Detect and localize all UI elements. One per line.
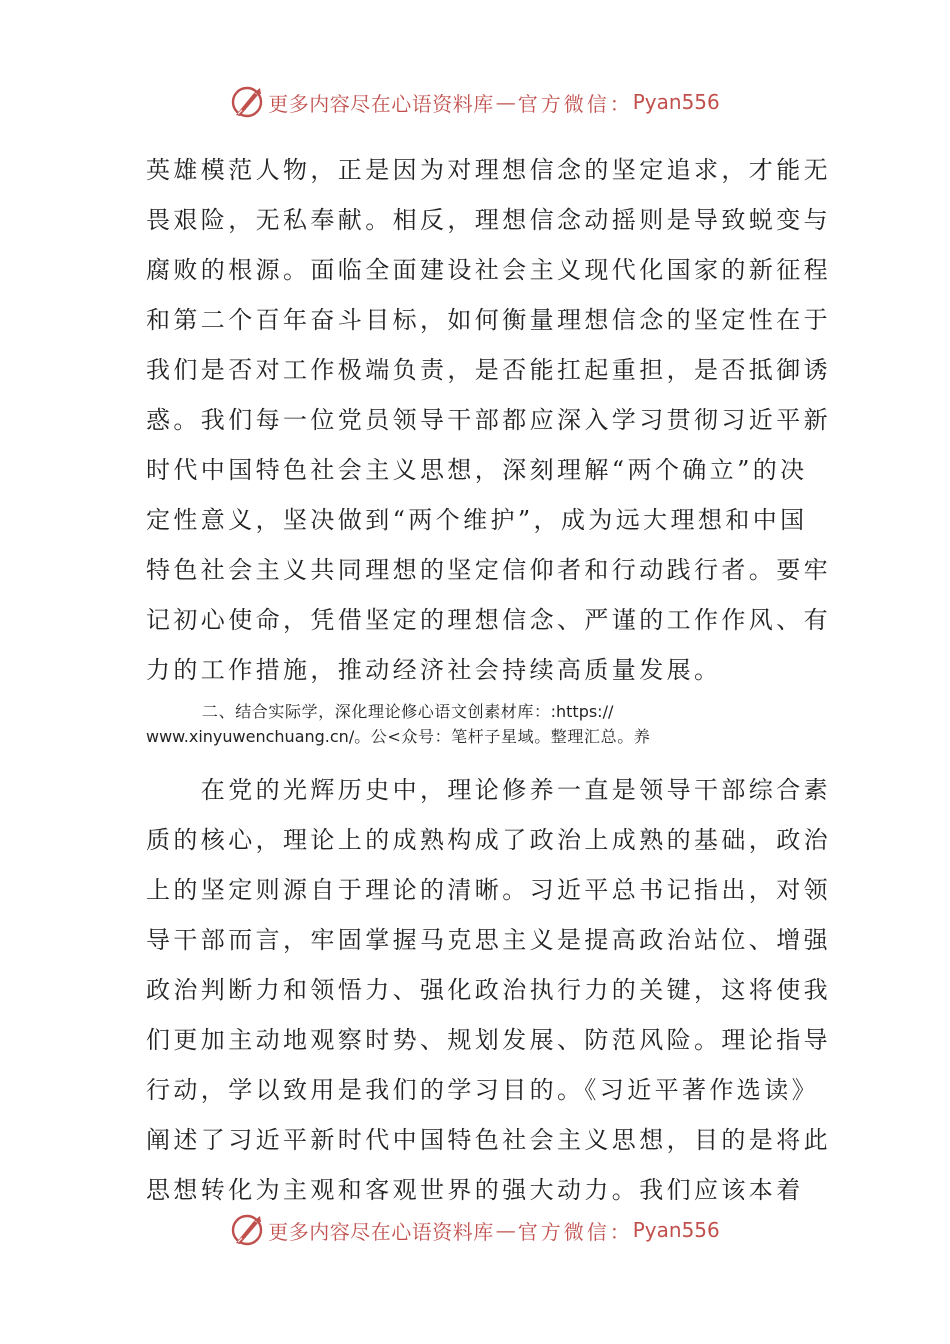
- banner-separator: —: [495, 1218, 516, 1242]
- footer-banner: [0, 1210, 950, 1250]
- banner-separator: —: [495, 90, 516, 114]
- section-heading-tail: 。公<众号：笔杆子星域。整理汇总。养: [354, 727, 651, 746]
- text-line: 上的坚定则源自于理论的清晰。习近平总书记指出，对领: [146, 876, 831, 904]
- banner-text: 更多内容尽在心语资料库: [268, 1219, 494, 1244]
- text-line: 行动，学以致用是我们的学习目的。《习近平著作选读》: [146, 1076, 819, 1104]
- text-line: 和第二个百年奋斗目标，如何衡量理想信念的坚定性在于: [146, 306, 831, 334]
- source-url-part1: :https://: [550, 702, 614, 721]
- banner-text: 更多内容尽在心语资料库: [268, 91, 494, 116]
- text-line: 定性意义，坚决做到“两个维护”，成为远大理想和中国: [146, 506, 808, 534]
- text-line: 政治判断力和领悟力、强化政治执行力的关键，这将使我: [146, 976, 831, 1004]
- text-line: 阐述了习近平新时代中国特色社会主义思想，目的是将此: [146, 1126, 831, 1154]
- text-line: 们更加主动地观察时势、规划发展、防范风险。理论指导: [146, 1026, 831, 1054]
- quill-pen-logo-icon: [230, 85, 264, 119]
- section-heading-text: 二、结合实际学，深化理论修心语文创素材库：: [202, 702, 551, 721]
- banner-wechat-label: 官方微信：: [517, 91, 633, 116]
- text-line: 畏艰险，无私奉献。相反，理想信念动摇则是导致蜕变与: [146, 206, 831, 234]
- text-line: 我们是否对工作极端负责，是否能扛起重担，是否抵御诱: [146, 356, 831, 384]
- text-line: 惑。我们每一位党员领导干部都应深入学习贯彻习近平新: [146, 406, 831, 434]
- text-line: 特色社会主义共同理想的坚定信仰者和行动践行者。要牢: [146, 556, 831, 584]
- text-line: 思想转化为主观和客观世界的强大动力。我们应该本着: [146, 1176, 804, 1204]
- section-heading-line1: [146, 699, 806, 724]
- section-heading-line2: [146, 724, 806, 749]
- header-banner: [0, 82, 950, 122]
- text-line: 质的核心，理论上的成熟构成了政治上成熟的基础，政治: [146, 826, 831, 854]
- banner-wechat-label: 官方微信：: [517, 1219, 633, 1244]
- document-body: [146, 145, 831, 1215]
- banner-wechat-id: Pyan556: [632, 1218, 720, 1242]
- text-line: 时代中国特色社会主义思想，深刻理解“两个确立”的决: [146, 456, 808, 484]
- text-line: 腐败的根源。面临全面建设社会主义现代化国家的新征程: [146, 256, 831, 284]
- quill-pen-logo-icon: [230, 1213, 264, 1247]
- paragraph-theory: [146, 765, 831, 1215]
- source-url-part2: www.xinyuwenchuang.cn/: [146, 727, 355, 746]
- text-line: 力的工作措施，推动经济社会持续高质量发展。: [146, 656, 722, 684]
- paragraph-ideals: [146, 145, 831, 695]
- banner-wechat-id: Pyan556: [632, 90, 720, 114]
- text-line: 记初心使命，凭借坚定的理想信念、严谨的工作作风、有: [146, 606, 831, 634]
- text-line: 导干部而言，牢固掌握马克思主义是提高政治站位、增强: [146, 926, 831, 954]
- text-line: 英雄模范人物，正是因为对理想信念的坚定追求，才能无: [146, 156, 831, 184]
- text-line: 在党的光辉历史中，理论修养一直是领导干部综合素: [146, 776, 831, 804]
